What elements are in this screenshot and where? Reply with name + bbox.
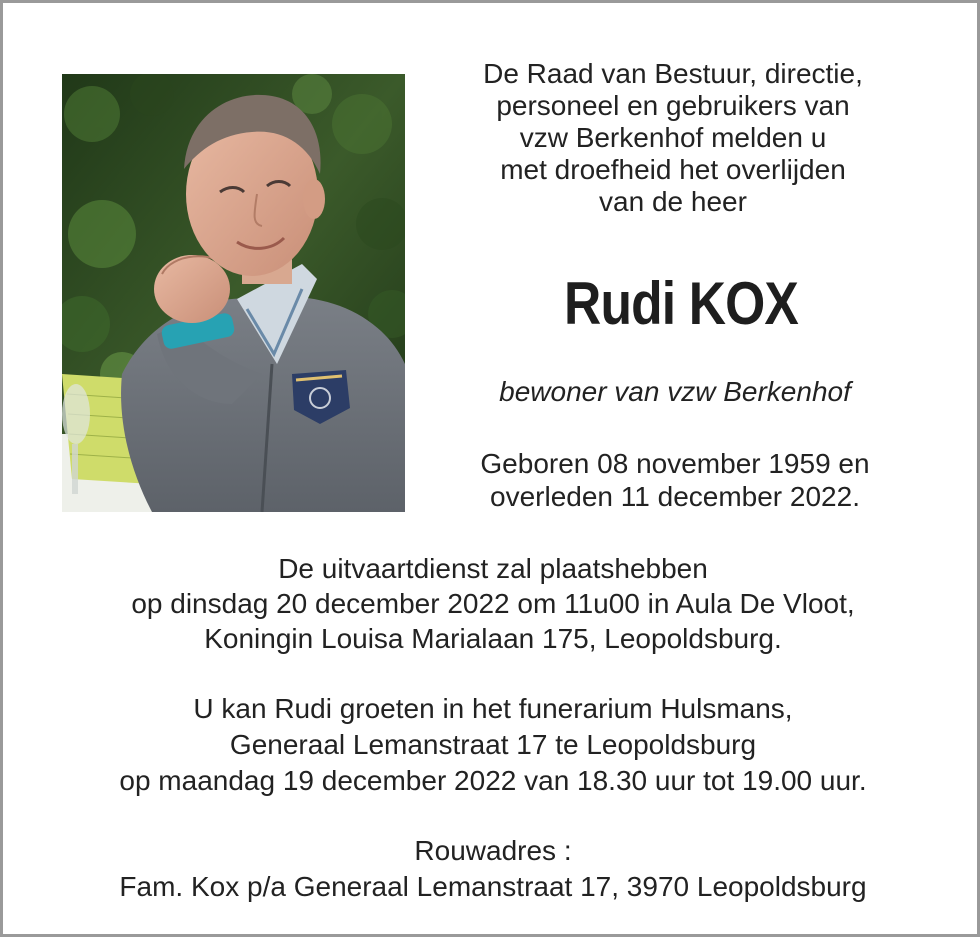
service-line: De uitvaartdienst zal plaatshebben [278,553,708,584]
visitation-line: op maandag 19 december 2022 van 18.30 uur tot 19.00 uur. [119,765,867,796]
service-line: Koningin Louisa Marialaan 175, Leopoldsburg. [204,623,782,654]
life-dates [433,447,917,513]
visitation-line: Generaal Lemanstraat 17 te Leopoldsburg [229,729,757,760]
address-line: Fam. Kox p/a Generaal Lemanstraat 17, 3970 Leopoldsburg [119,871,867,902]
deceased-name: Rudi KOX [564,270,798,337]
deceased-role: bewoner van vzw Berkenhof [499,376,851,407]
address-label: Rouwadres : [414,835,572,866]
intro-line: vzw Berkenhof melden u [519,122,827,153]
visitation-line: U kan Rudi groeten in het funerarium Hulsmans, [193,693,793,724]
service-line: op dinsdag 20 december 2022 om 11u00 in Aula De Vloot, [131,588,855,619]
intro-line: van de heer [599,186,747,217]
death-date-line: overleden 11 december 2022. [490,481,860,512]
mourning-address [3,833,980,905]
intro-line: De Raad van Bestuur, directie, [483,58,863,89]
portrait-illustration [62,74,405,512]
intro-line: personeel en gebruikers van [496,90,850,121]
announcement-intro [433,58,913,218]
birth-date-line: Geboren 08 november 1959 en [480,448,870,479]
portrait-photo [62,74,405,512]
funeral-service-info [3,551,980,656]
visitation-info [3,691,980,799]
intro-line: met droefheid het overlijden [500,154,846,185]
